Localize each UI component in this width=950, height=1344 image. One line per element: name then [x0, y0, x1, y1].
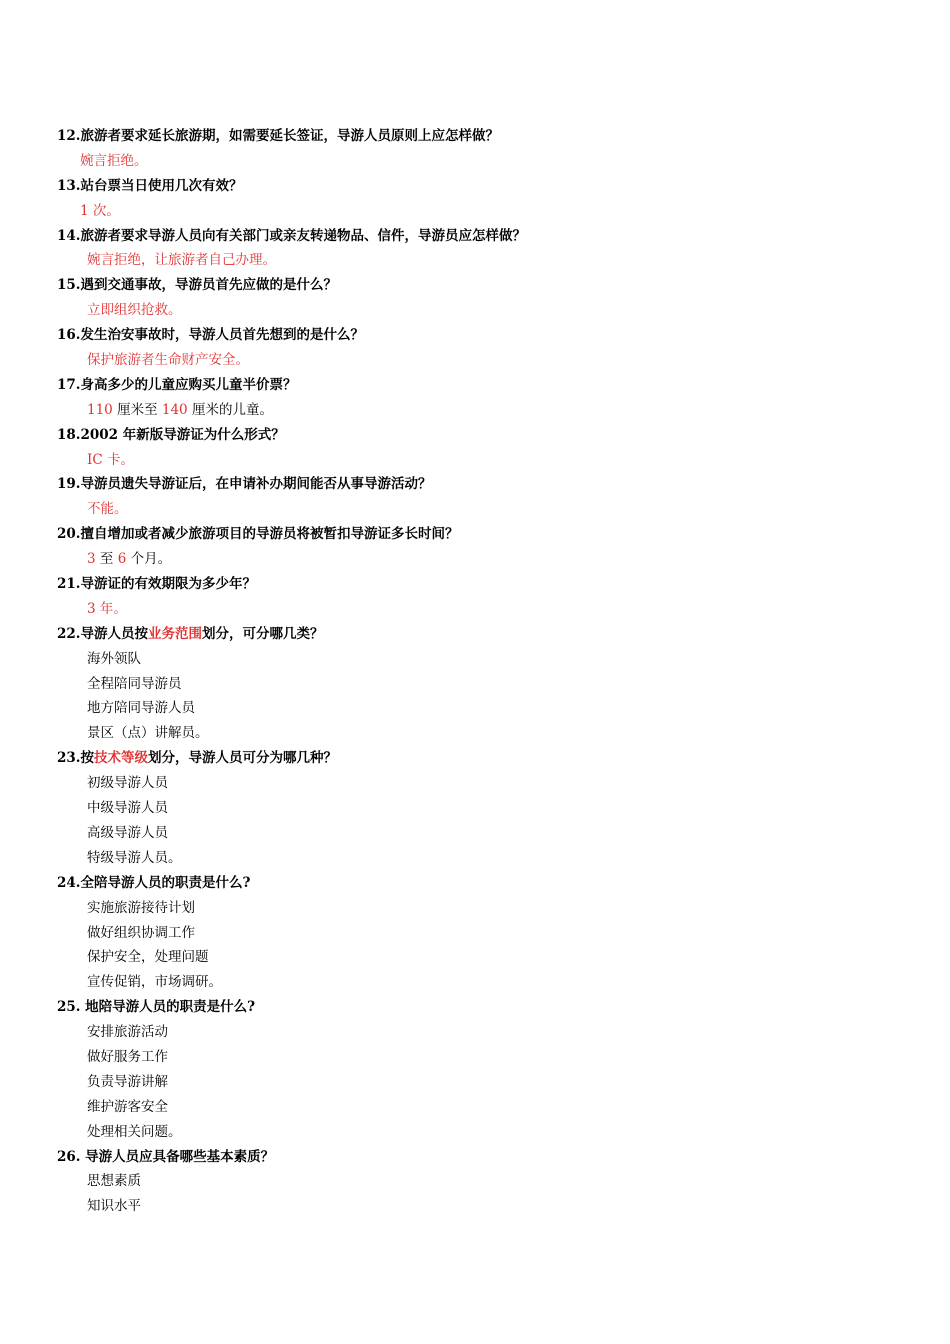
question — [0, 522, 950, 547]
answer-text: 全程陪同导游员 — [87, 675, 182, 692]
answer-text-highlight: 。 — [134, 152, 148, 169]
answer-line — [0, 721, 950, 746]
answer-text: 做好组织协调工作 — [87, 924, 195, 941]
question — [0, 174, 950, 199]
answer-text-highlight: 3 — [87, 551, 96, 568]
answer-text-highlight: 。 — [106, 202, 120, 219]
question-text: 14.旅游者要求导游人员向有关部门或亲友转递物品、信件，导游员应怎样做？ — [57, 227, 526, 244]
question — [0, 995, 950, 1020]
answer-text-highlight: 婉言拒绝 — [80, 152, 134, 169]
answer-text: 实施旅游接待计划 — [87, 899, 195, 916]
answer-text-highlight: 保护旅游者生命财产安全 — [87, 352, 236, 369]
question — [0, 622, 950, 647]
question-text: 12.旅游者要求延长旅游期，如需要延长签证，导游人员原则上应怎样做？ — [57, 128, 499, 144]
answer-text: 景区（点）讲解员。 — [87, 725, 209, 742]
question-text: 划分，可分哪几类？ — [202, 625, 324, 642]
question — [0, 1145, 950, 1170]
answer-text: 中级导游人员 — [87, 800, 168, 817]
question-text: 21.导游证的有效期限为多少年？ — [57, 576, 256, 593]
answer-text: 做好服务工作 — [87, 1048, 168, 1065]
answer-line — [0, 647, 950, 672]
answer-line — [0, 149, 950, 174]
answer-line — [0, 796, 950, 821]
answer-text: 思想素质 — [87, 1173, 141, 1190]
answer-line — [0, 970, 950, 995]
answer-line — [0, 1120, 950, 1145]
question — [0, 224, 950, 249]
answer-text: 处理相关问题。 — [87, 1123, 182, 1140]
answer-text: 安排旅游活动 — [87, 1024, 168, 1041]
answer-text-highlight: 。 — [168, 302, 182, 319]
answer-text-highlight: 。 — [113, 600, 127, 617]
question-text: 22.导游人员按 — [57, 625, 148, 642]
question-text: 18.2002 年新版导游证为什么形式？ — [57, 426, 285, 443]
answer-line — [0, 448, 950, 473]
answer-text: 知识水平 — [87, 1198, 141, 1215]
document-page — [0, 124, 950, 1219]
question-highlight: 技术等级 — [94, 750, 148, 767]
question — [0, 273, 950, 298]
answer-line — [0, 921, 950, 946]
answer-line — [0, 1194, 950, 1219]
answer-text: 厘米的儿童。 — [187, 401, 273, 418]
question-text: 20.擅自增加或者减少旅游项目的导游员将被暂扣导游证多长时间？ — [57, 526, 459, 543]
answer-line — [0, 1169, 950, 1194]
answer-line — [0, 1045, 950, 1070]
question — [0, 746, 950, 771]
question-text: 23.按 — [57, 750, 94, 767]
answer-line — [0, 896, 950, 921]
answer-text-highlight: 。 — [262, 252, 276, 269]
answer-text-highlight: 立即组织抢救 — [87, 302, 168, 319]
question-text: 16.发生治安事故时，导游人员首先想到的是什么？ — [57, 327, 364, 344]
answer-line — [0, 945, 950, 970]
question — [0, 572, 950, 597]
answer-line — [0, 1070, 950, 1095]
answer-line — [0, 348, 950, 373]
answer-text: 保护安全，处理问题 — [87, 949, 209, 966]
question-text: 17.身高多少的儿童应购买儿童半价票？ — [57, 376, 297, 393]
question-text: 划分，导游人员可分为哪几种？ — [148, 750, 337, 767]
question-text: 15.遇到交通事故，导游员首先应做的是什么？ — [57, 277, 337, 294]
question-text: 25. 地陪导游人员的职责是什么? — [57, 999, 256, 1016]
answer-text: 个月。 — [126, 551, 172, 568]
answer-text-highlight: 。 — [120, 451, 134, 468]
answer-line — [0, 846, 950, 871]
question-text: 26. 导游人员应具备哪些基本素质？ — [57, 1148, 275, 1165]
answer-line — [0, 672, 950, 697]
answer-text-highlight: 不能 — [87, 501, 114, 518]
question — [0, 124, 950, 149]
answer-text-highlight: 。 — [114, 501, 128, 518]
answer-text: 负责导游讲解 — [87, 1073, 168, 1090]
answer-line — [0, 248, 950, 273]
question-text: 13.站台票当日使用几次有效？ — [57, 177, 243, 194]
question — [0, 472, 950, 497]
answer-line — [0, 398, 950, 423]
answer-line — [0, 547, 950, 572]
answer-text: 厘米至 — [112, 401, 162, 418]
question — [0, 423, 950, 448]
answer-text-highlight: 110 — [87, 401, 113, 418]
question-text: 19.导游员遗失导游证后，在申请补办期间能否从事导游活动？ — [57, 476, 432, 493]
answer-line — [0, 199, 950, 224]
answer-line — [0, 1095, 950, 1120]
question — [0, 871, 950, 896]
answer-text-highlight: 3 年 — [87, 600, 114, 617]
answer-text-highlight: 。 — [235, 352, 249, 369]
question — [0, 373, 950, 398]
answer-text-highlight: 1 次 — [80, 202, 107, 219]
answer-line — [0, 821, 950, 846]
question-text: 24.全陪导游人员的职责是什么? — [57, 874, 251, 891]
answer-line — [0, 771, 950, 796]
question — [0, 323, 950, 348]
answer-text: 高级导游人员 — [87, 824, 168, 841]
answer-text-highlight: IC 卡 — [87, 451, 121, 468]
answer-line — [0, 1020, 950, 1045]
answer-text: 初级导游人员 — [87, 775, 168, 792]
answer-line — [0, 497, 950, 522]
answer-text: 至 — [95, 551, 118, 568]
question-highlight: 业务范围 — [148, 625, 202, 642]
answer-text: 海外领队 — [87, 650, 141, 667]
answer-text: 维护游客安全 — [87, 1098, 168, 1115]
answer-text-highlight: 6 — [117, 551, 127, 568]
answer-text: 特级导游人员。 — [87, 849, 182, 866]
answer-line — [0, 597, 950, 622]
answer-line — [0, 696, 950, 721]
answer-text-highlight: 婉言拒绝，让旅游者自己办理 — [87, 252, 263, 269]
answer-text-highlight: 140 — [161, 401, 188, 418]
answer-text: 地方陪同导游人员 — [87, 700, 195, 717]
answer-line — [0, 298, 950, 323]
answer-text: 宣传促销，市场调研。 — [87, 974, 222, 991]
